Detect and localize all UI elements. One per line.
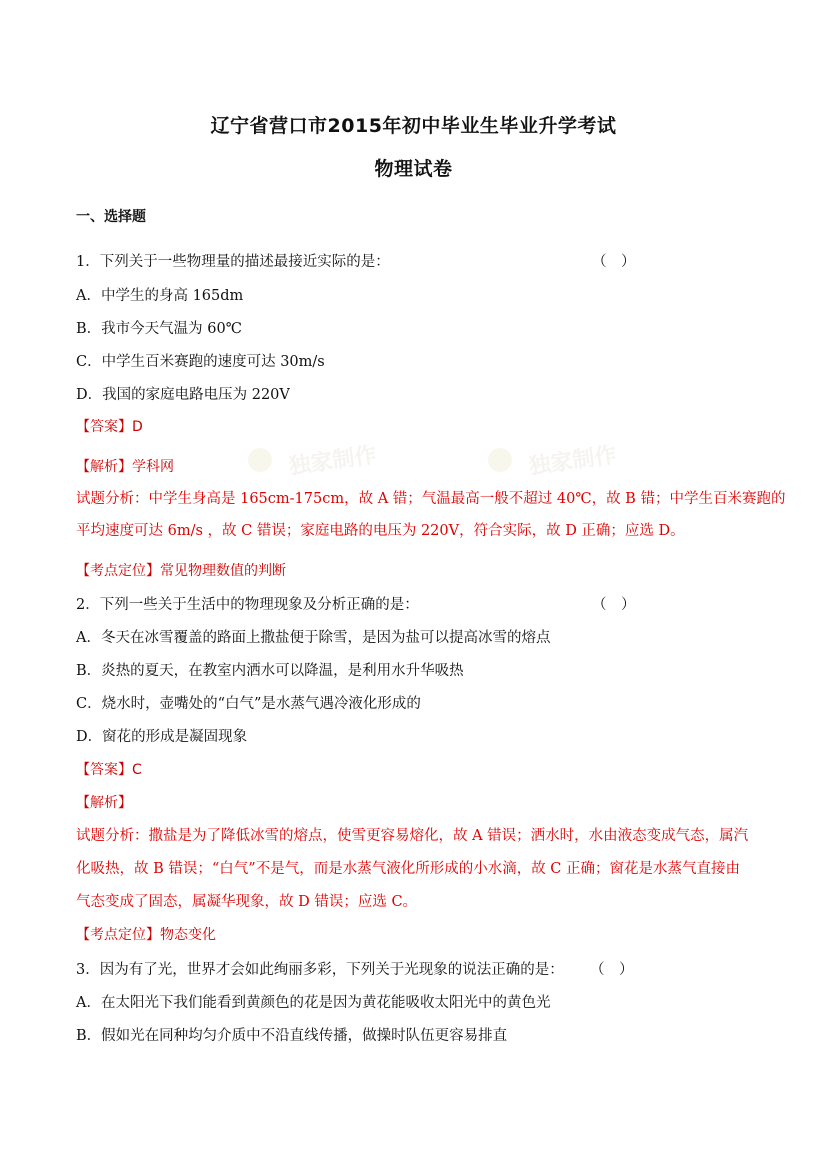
q1-analysis-line-1: 试题分析：中学生身高是 165cm-175cm，故 A 错；气温最高一般不超过 40℃，故 B 错；中学生百米赛跑的 [76,491,786,507]
q2-stem: 2．下列一些关于生活中的物理现象及分析正确的是： [76,597,419,613]
svg-text:独家制作: 独家制作 [287,442,378,480]
q1-answer: 【答案】D [76,419,143,435]
q1-option-a: A．中学生的身高 165dm [76,288,244,304]
q1-option-d: D．我国的家庭电路电压为 220V [76,387,290,403]
q1-analysis-line-2: 平均速度可达 6m/s ，故 C 错误；家庭电路的电压为 220V，符合实际，故 D 正确；应选 D。 [76,523,685,539]
q1-stem: 1．下列关于一些物理量的描述最接近实际的是： [76,254,390,270]
exam-subtitle: 物理试卷 [374,158,453,180]
q2-answer: 【答案】C [76,762,142,778]
q3-answer-paren: （ ） [590,962,634,978]
svg-text:独家制作: 独家制作 [527,442,618,480]
q3-stem: 3．因为有了光，世界才会如此绚丽多彩，下列关于光现象的说法正确的是： [76,962,564,978]
q1-option-c: C．中学生百米赛跑的速度可达 30m/s [76,354,325,370]
q2-analysis-line-2: 化吸热，故 B 错误；“白气”不是气，而是水蒸气液化所形成的小水滴，故 C 正确；窗花是水蒸气直接由 [76,861,741,877]
q2-analysis-line-3: 气态变成了固态，属凝华现象，故 D 错误；应选 C。 [76,894,418,910]
q2-analysis-line-1: 试题分析：撒盐是为了降低冰雪的熔点，使雪更容易熔化，故 A 错误；洒水时，水由液态变成气态，属汽 [76,828,749,844]
q3-option-b: B．假如光在同种均匀介质中不沿直线传播，做操时队伍更容易排直 [76,1028,508,1044]
q1-knowledge-point: 【考点定位】常见物理数值的判断 [76,563,286,579]
q1-option-b: B．我市今天气温为 60℃ [76,321,242,337]
section-heading: 一、选择题 [76,209,146,225]
q2-option-d: D．窗花的形成是凝固现象 [76,729,248,745]
q2-analysis-label: 【解析】 [76,795,132,811]
q1-answer-paren: （ ） [592,254,636,270]
q1-analysis-label: 【解析】学科网 [76,459,174,475]
exam-title: 辽宁省营口市2015年初中毕业生毕业升学考试 [210,115,617,137]
q2-option-b: B．炎热的夏天，在教室内洒水可以降温，是利用水升华吸热 [76,663,464,679]
q2-knowledge-point: 【考点定位】物态变化 [76,927,216,943]
q2-option-c: C．烧水时，壶嘴处的“白气”是水蒸气遇冷液化形成的 [76,696,421,712]
q2-answer-paren: （ ） [592,597,636,613]
q2-option-a: A．冬天在冰雪覆盖的路面上撒盐便于除雪，是因为盐可以提高冰雪的熔点 [76,630,551,646]
q3-option-a: A．在太阳光下我们能看到黄颜色的花是因为黄花能吸收太阳光中的黄色光 [76,995,551,1011]
